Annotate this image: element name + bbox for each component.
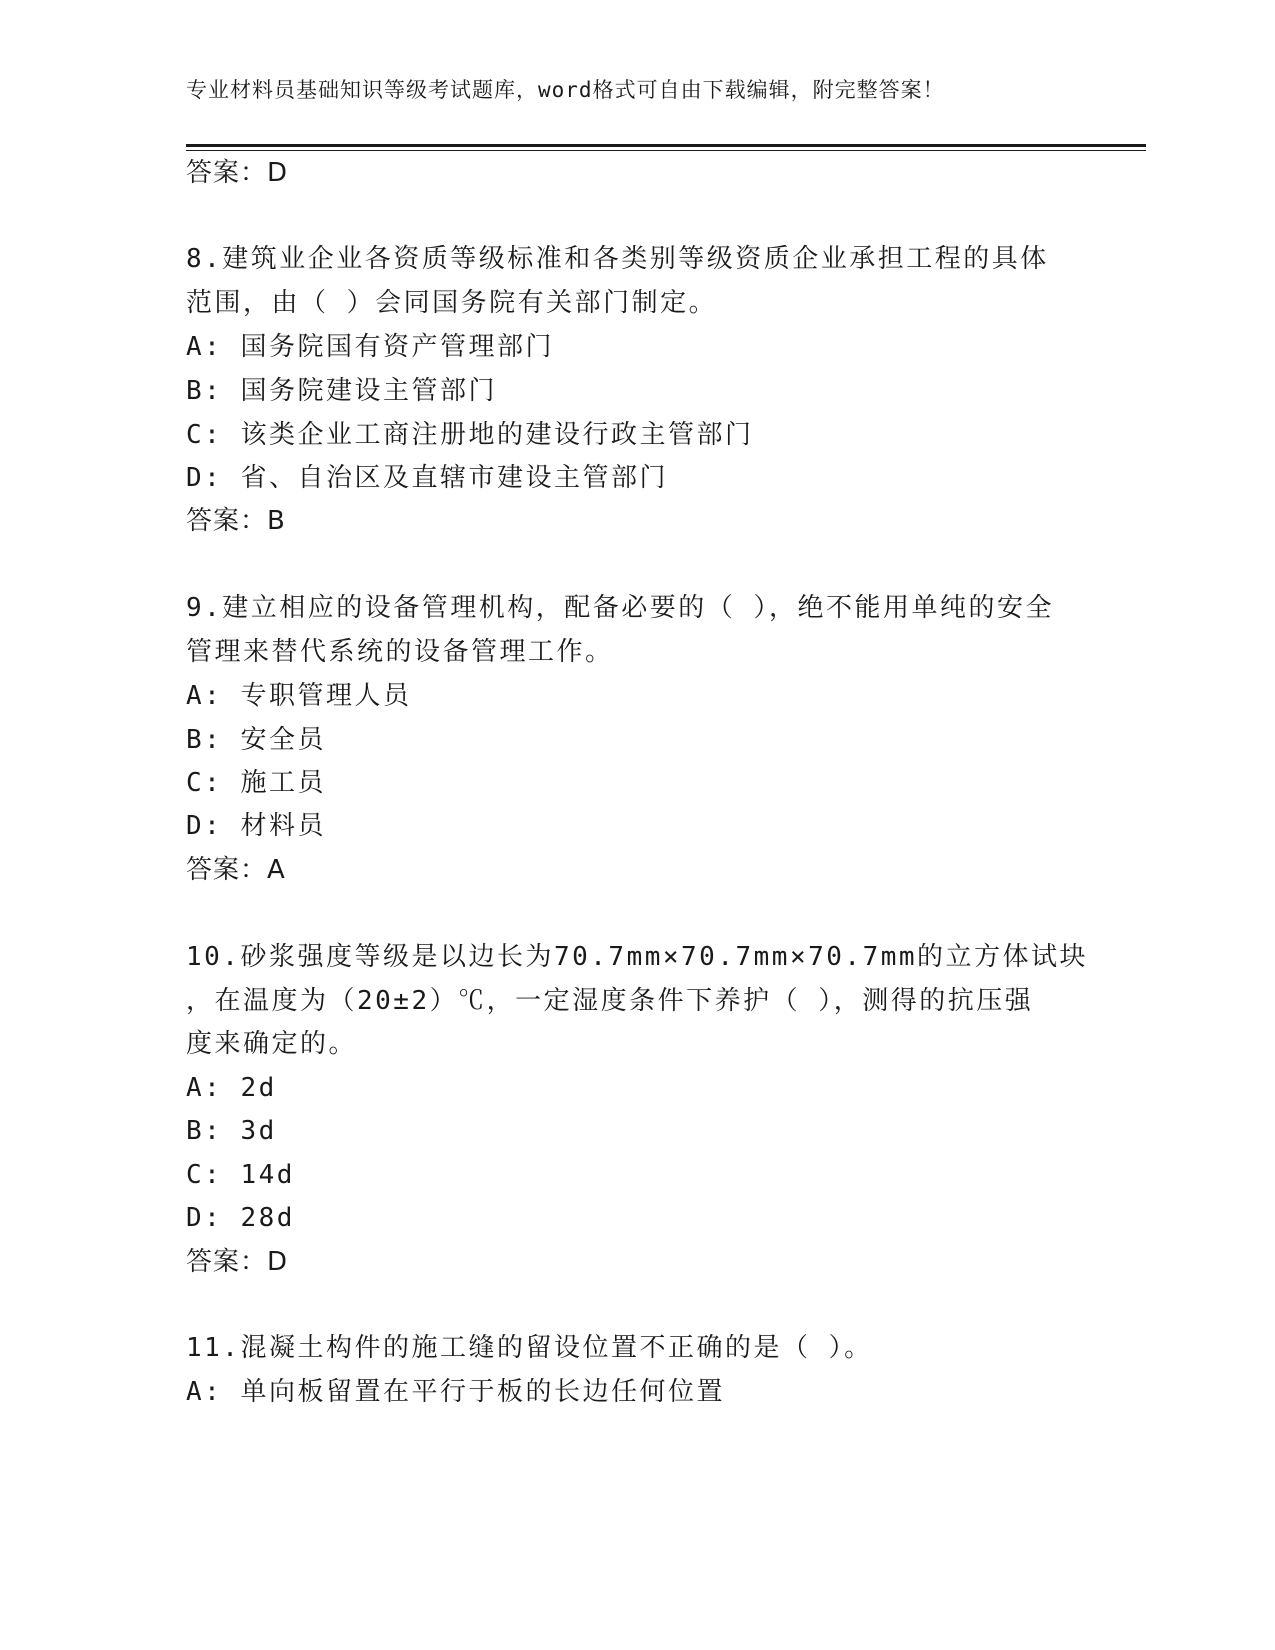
question-8-stem-line-2: 范围，由（ ）会同国务院有关部门制定。 bbox=[186, 288, 718, 318]
question-9-option-d: D: 材料员 bbox=[186, 811, 326, 841]
page-header: 专业材料员基础知识等级考试题库，word格式可自由下载编辑，附完整答案！ bbox=[186, 78, 945, 102]
question-10-option-d: D: 28d bbox=[186, 1203, 295, 1233]
question-10-stem-line-3: 度来确定的。 bbox=[186, 1029, 358, 1059]
question-8-option-a: A: 国务院国有资产管理部门 bbox=[186, 332, 554, 362]
question-10-stem-line-2: ，在温度为（20±2）℃，一定湿度条件下养护（ ），测得的抗压强 bbox=[186, 986, 1034, 1016]
question-10-option-a: A: 2d bbox=[186, 1073, 277, 1103]
question-9-option-b: B: 安全员 bbox=[186, 725, 326, 755]
header-rule-thick bbox=[186, 144, 1146, 147]
question-9-option-a: A: 专职管理人员 bbox=[186, 681, 412, 711]
question-9-answer: 答案：A bbox=[186, 855, 286, 885]
question-11-stem-line-1: 11.混凝土构件的施工缝的留设位置不正确的是（ ）。 bbox=[186, 1333, 873, 1363]
question-8-answer: 答案：B bbox=[186, 506, 286, 536]
header-rule-thin bbox=[186, 150, 1146, 151]
answer-prev: 答案：D bbox=[186, 158, 289, 188]
question-10-option-b: B: 3d bbox=[186, 1116, 277, 1146]
question-10-stem-line-1: 10.砂浆强度等级是以边长为70.7mm×70.7mm×70.7mm的立方体试块 bbox=[186, 942, 1089, 972]
question-10-option-c: C: 14d bbox=[186, 1160, 295, 1190]
question-8-option-c: C: 该类企业工商注册地的建设行政主管部门 bbox=[186, 420, 754, 450]
question-11-option-a: A: 单向板留置在平行于板的长边任何位置 bbox=[186, 1377, 725, 1407]
question-9-stem-line-1: 9.建立相应的设备管理机构，配备必要的（ ），绝不能用单纯的安全 bbox=[186, 593, 1054, 623]
question-8-option-b: B: 国务院建设主管部门 bbox=[186, 376, 497, 406]
question-8-option-d: D: 省、自治区及直辖市建设主管部门 bbox=[186, 463, 668, 493]
question-8-stem-line-1: 8.建筑业企业各资质等级标准和各类别等级资质企业承担工程的具体 bbox=[186, 244, 1049, 274]
question-9-option-c: C: 施工员 bbox=[186, 768, 326, 798]
question-9-stem-line-2: 管理来替代系统的设备管理工作。 bbox=[186, 637, 614, 667]
question-10-answer: 答案：D bbox=[186, 1247, 289, 1277]
